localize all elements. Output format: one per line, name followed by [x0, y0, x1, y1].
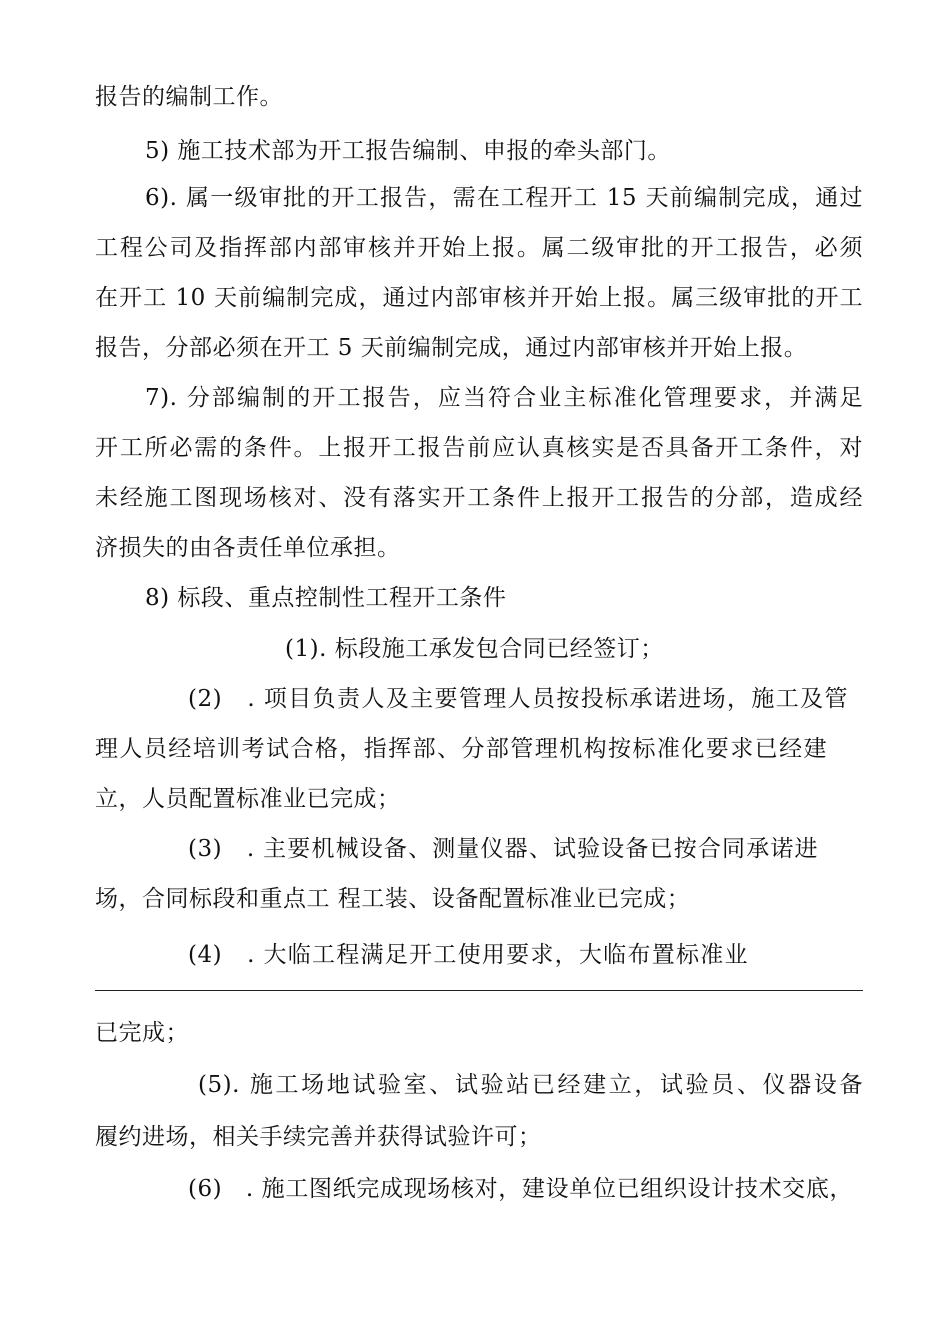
text-line: 开工所必需的条件。上报开工报告前应认真核实是否具备开工条件，对 — [95, 435, 863, 461]
text-line: (3) . 主要机械设备、测量仪器、试验设备已按合同承诺进 — [188, 836, 818, 862]
text-line: 已完成； — [95, 1020, 189, 1046]
text-line: 5) 施工技术部为开工报告编制、申报的牵头部门。 — [145, 138, 671, 164]
text-line: 履约进场，相关手续完善并获得试验许可； — [95, 1124, 542, 1150]
text-line: (6) . 施工图纸完成现场核对，建设单位已组织设计技术交底， — [188, 1176, 853, 1202]
text-line: 在开工 10 天前编制完成，通过内部审核并开始上报。属三级审批的开工 — [95, 285, 863, 311]
page-divider — [95, 990, 863, 991]
text-line: 济损失的由各责任单位承担。 — [95, 535, 401, 561]
text-line: 理人员经培训考试合格，指挥部、分部管理机构按标准化要求已经建 — [95, 736, 827, 762]
text-line: (1). 标段施工承发包合同已经签订； — [285, 636, 664, 662]
text-line: 立，人员配置标准业已完成； — [95, 786, 401, 812]
text-line: 7). 分部编制的开工报告，应当符合业主标准化管理要求，并满足 — [145, 385, 863, 411]
text-line: (5). 施工场地试验室、试验站已经建立，试验员、仪器设备 — [198, 1072, 863, 1098]
text-line: 6). 属一级审批的开工报告，需在工程开工 15 天前编制完成，通过 — [145, 185, 863, 211]
text-line: 报告，分部必须在开工 5 天前编制完成，通过内部审核并开始上报。 — [95, 335, 808, 361]
text-line: (2) . 项目负责人及主要管理人员按投标承诺进场，施工及管 — [188, 686, 848, 712]
text-line: 工程公司及指挥部内部审核并开始上报。属二级审批的开工报告，必须 — [95, 235, 863, 261]
text-line: 报告的编制工作。 — [95, 84, 283, 110]
text-line: 场，合同标段和重点工 程工装、设备配置标准业已完成； — [95, 886, 691, 912]
text-line: 8) 标段、重点控制性工程开工条件 — [145, 585, 507, 611]
text-line: 未经施工图现场核对、没有落实开工条件上报开工报告的分部，造成经 — [95, 485, 863, 511]
text-line: (4) . 大临工程满足开工使用要求，大临布置标准业 — [188, 942, 748, 968]
